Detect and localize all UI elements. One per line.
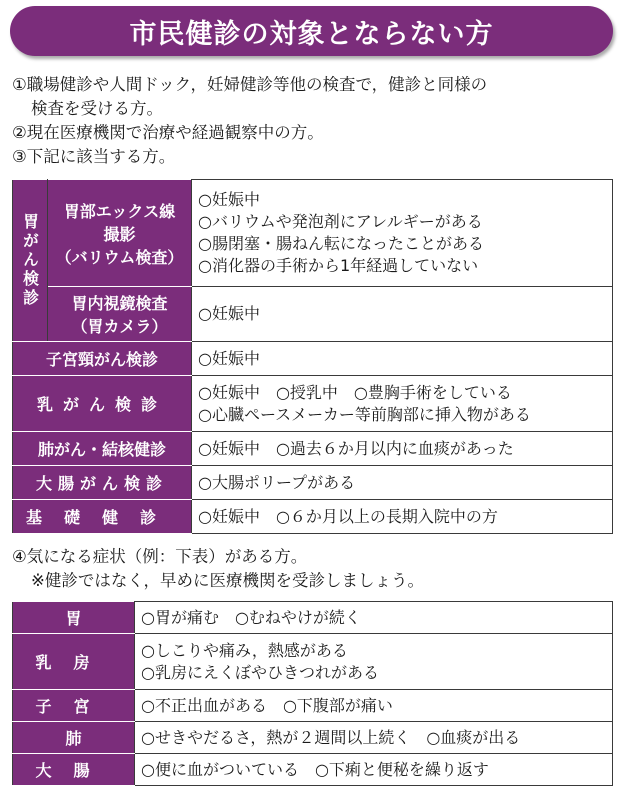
stomach-camera-label-2: （胃カメラ） xyxy=(71,317,168,336)
condition-item: ○不正出血がある ○下腹部が痛い xyxy=(141,695,393,715)
section4 xyxy=(12,545,616,593)
symptom-conditions xyxy=(135,634,613,690)
condition-item: ○乳房にえくぼやひきつれがある xyxy=(141,662,379,682)
stomach-xray-label-3: （バリウム検査） xyxy=(55,247,184,267)
condition-item: ○しこりや痛み，熱感がある xyxy=(141,640,348,660)
condition-item: ○消化器の手術から1年経過していない xyxy=(198,256,479,275)
condition-item: ○バリウムや発泡剤にアレルギーがある xyxy=(198,212,483,231)
breast-conditions xyxy=(192,376,613,432)
condition-item: ○妊娠中 xyxy=(198,304,260,323)
stomach-xray-conditions xyxy=(192,180,613,287)
symptom-label: 肺 xyxy=(65,729,82,748)
symptom-label: 子宮 xyxy=(35,697,112,716)
condition-item: ○心臓ペースメーカー等前胸部に挿入物がある xyxy=(198,404,531,424)
cervical-header xyxy=(13,342,192,376)
breast-header xyxy=(13,376,192,432)
condition-item: ○腸閉塞・腸ねん転になったことがある xyxy=(198,234,484,253)
stomach-group-header xyxy=(13,180,48,342)
symptom-conditions xyxy=(135,722,613,754)
stomach-camera-label-1: 胃内視鏡検査 xyxy=(71,294,168,313)
table-row xyxy=(13,180,613,287)
symptom-conditions xyxy=(135,754,613,786)
condition-item: ○便に血がついている ○下痢と便秘を繰り返す xyxy=(141,759,489,779)
symptom-lung-header xyxy=(13,722,135,754)
colon-label: 大腸がん検診 xyxy=(35,474,168,493)
symptom-label: 大腸 xyxy=(35,761,112,780)
section4-note: ※健診ではなく，早めに医療機関を受診しましょう。 xyxy=(31,571,424,590)
basic-header xyxy=(13,500,192,534)
table-row xyxy=(13,634,613,690)
symptom-label: 乳房 xyxy=(35,653,112,672)
stomach-group-label: 胃がん検診 xyxy=(20,213,40,308)
stomach-xray-label-1: 胃部エックス線 xyxy=(63,201,176,221)
table-row xyxy=(13,500,613,534)
condition-item: ○妊娠中 ○過去６か月以内に血痰があった xyxy=(198,438,514,458)
symptom-conditions xyxy=(135,602,613,634)
colon-header xyxy=(13,466,192,500)
symptom-breast-header xyxy=(13,634,135,690)
exclusion-table xyxy=(12,179,613,534)
intro-item-3: ③下記に該当する方。 xyxy=(12,147,176,166)
table-row xyxy=(13,690,613,722)
table-row xyxy=(13,466,613,500)
cervical-label: 子宮頸がん検診 xyxy=(45,350,158,369)
stomach-xray-header xyxy=(48,180,192,287)
table-row xyxy=(13,342,613,376)
table-row xyxy=(13,602,613,634)
lung-label: 肺がん・結核健診 xyxy=(37,440,166,459)
table-row xyxy=(13,376,613,432)
basic-conditions xyxy=(192,500,613,534)
symptom-uterus-header xyxy=(13,690,135,722)
intro-item-2: ②現在医療機関で治療や経過観察中の方。 xyxy=(12,123,324,142)
table-row xyxy=(13,722,613,754)
page-title: 市民健診の対象とならない方 xyxy=(10,6,613,56)
breast-label: 乳がん検診 xyxy=(36,395,167,414)
symptom-label: 胃 xyxy=(65,609,82,628)
intro-item-1-cont: 検査を受ける方。 xyxy=(31,99,163,118)
condition-item: ○妊娠中 ○授乳中 ○豊胸手術をしている xyxy=(198,382,512,402)
table-row xyxy=(13,287,613,342)
intro-list xyxy=(12,73,616,169)
table-row xyxy=(13,754,613,786)
intro-item-1: ①職場健診や人間ドック，妊婦健診等他の検査で，健診と同様の xyxy=(12,75,488,94)
condition-item: ○妊娠中 xyxy=(198,190,260,209)
stomach-camera-header xyxy=(48,287,192,342)
stomach-xray-label-2: 撮影 xyxy=(103,224,136,244)
cervical-conditions xyxy=(192,342,613,376)
lung-conditions xyxy=(192,432,613,466)
condition-item: ○妊娠中 ○６か月以上の長期入院中の方 xyxy=(198,506,498,526)
condition-item: ○胃が痛む ○むねやけが続く xyxy=(141,607,361,627)
colon-conditions xyxy=(192,466,613,500)
symptom-stomach-header xyxy=(13,602,135,634)
basic-label: 基礎健診 xyxy=(25,508,178,527)
condition-item: ○せきやだるさ，熱が２週間以上続く ○血痰が出る xyxy=(141,727,521,747)
condition-item: ○妊娠中 xyxy=(198,348,260,368)
section4-heading: ④気になる症状（例：下表）がある方。 xyxy=(12,547,308,566)
symptom-conditions xyxy=(135,690,613,722)
symptom-colon-header xyxy=(13,754,135,786)
stomach-camera-conditions xyxy=(192,287,613,342)
table-row xyxy=(13,432,613,466)
condition-item: ○大腸ポリープがある xyxy=(198,472,356,492)
symptom-table xyxy=(12,601,613,786)
lung-header xyxy=(13,432,192,466)
